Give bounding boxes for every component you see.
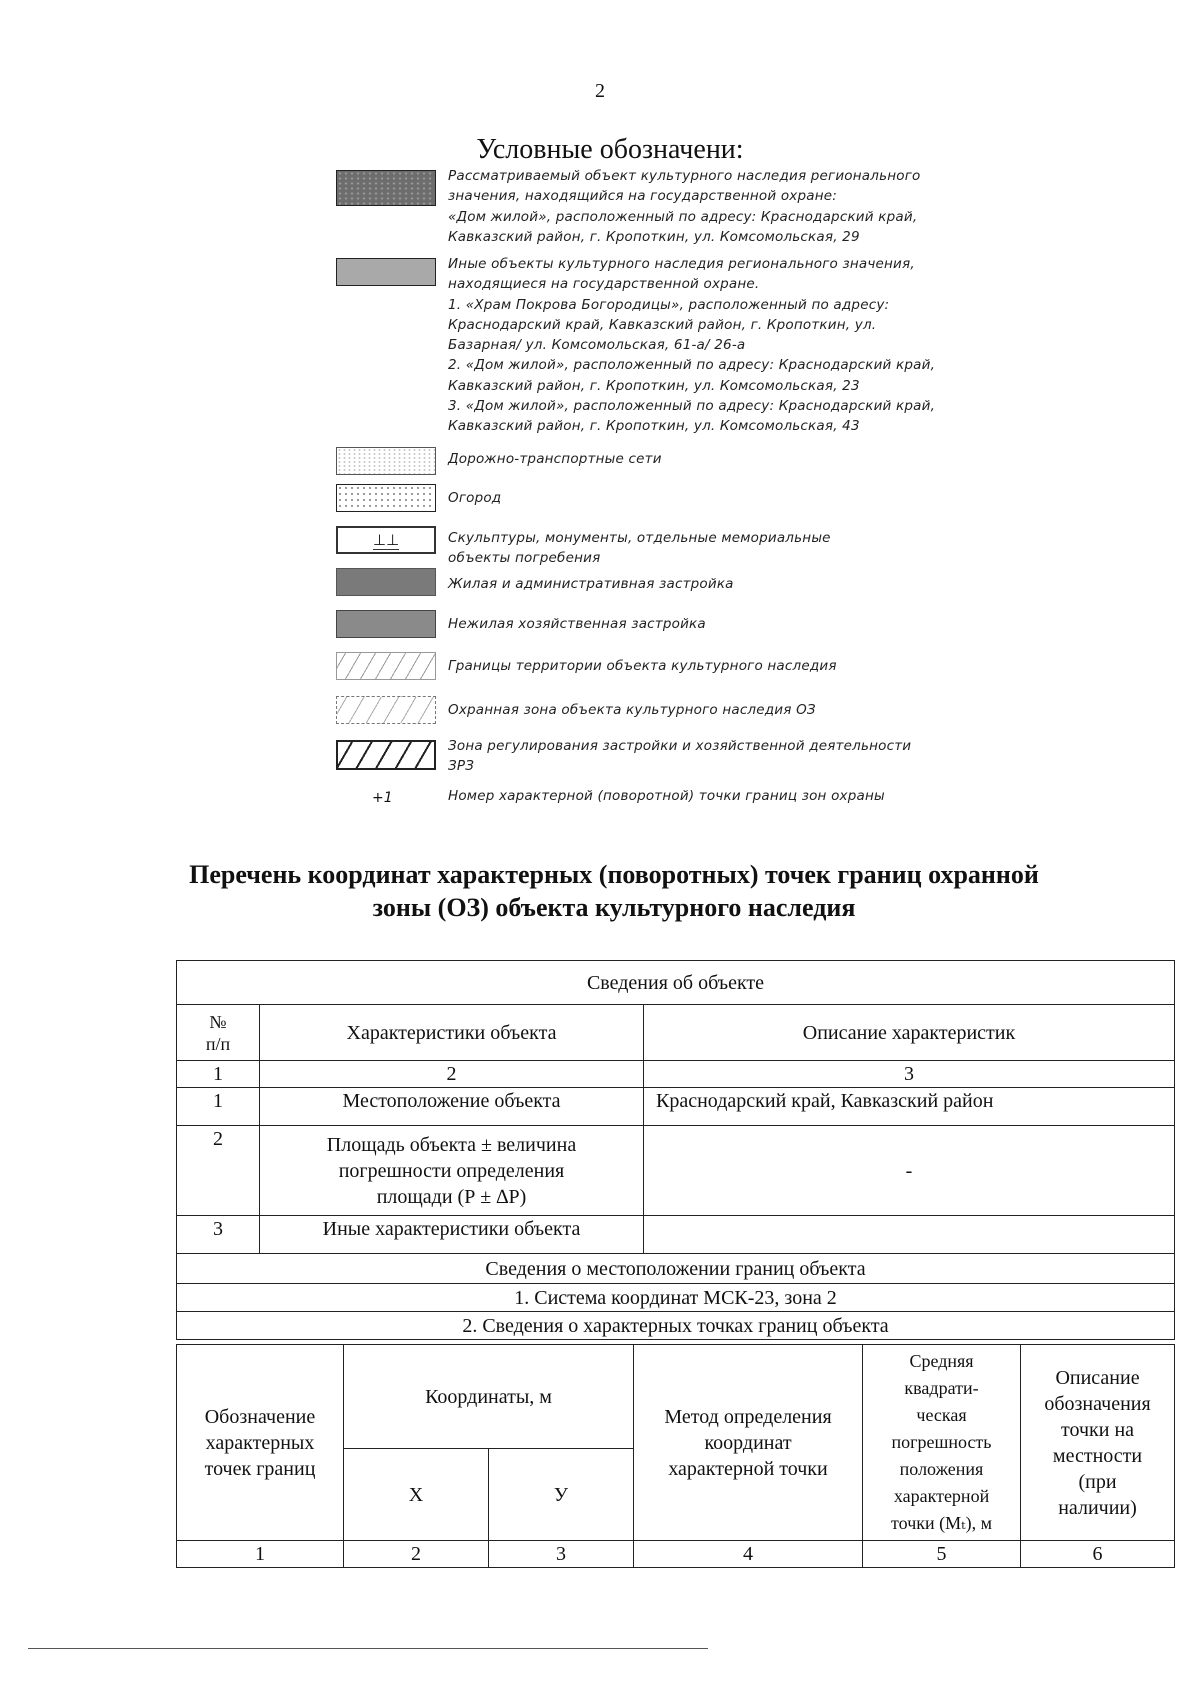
legend-item-text: Охранная зона объекта культурного наследия ОЗ — [448, 702, 816, 718]
header-designation: Обозначение характерных точек границ — [177, 1345, 344, 1541]
row-number: 3 — [177, 1216, 260, 1254]
legend-item-text: Огород — [448, 490, 502, 506]
legend-item-text: Номер характерной (поворотной) точки границ зон охраны — [448, 788, 885, 804]
header-y: У — [489, 1449, 634, 1541]
row-desc — [644, 1216, 1175, 1254]
page-number: 2 — [595, 80, 605, 102]
table-row — [177, 1126, 1175, 1216]
legend-item-text: Зона регулирования застройки и хозяйственной деятельности ЗРЗ — [448, 738, 912, 775]
dark-fill-swatch-icon — [336, 610, 436, 638]
row-name: Местоположение объекта — [260, 1088, 644, 1126]
object-info-table — [176, 960, 1175, 1340]
row-name: Площадь объекта ± величина погрешности определения площади (Р ± ∆Р) — [260, 1126, 644, 1216]
header-number: № п/п — [177, 1005, 260, 1061]
legend-item-text: Иные объекты культурного наследия регионального значения, находящиеся на государственной охране. 1. «Храм Покрова Богородицы», расположенный по адресу: Краснодарский край, Кавказский район, г. Кропоткин, ул. Базарная/ ул. Комсомольская, 61-а/ 26-а 2. «Дом жилой», расположенный по адресу: Краснодарский край, Кавказский район, г. Кропоткин, ул. Комсомольская, 23 3. «Дом жилой», расположенный по адресу: Краснодарский край, Кавказский район, г. Кропоткин, ул. Комсомольская, 43 — [448, 256, 936, 435]
numbering-cell: 5 — [863, 1541, 1021, 1568]
row-desc: Краснодарский край, Кавказский район — [644, 1088, 1175, 1126]
numbering-cell: 4 — [634, 1541, 863, 1568]
legend-item-text: Границы территории объекта культурного наследия — [448, 658, 837, 674]
dotted-swatch-icon — [336, 484, 436, 512]
points-table — [176, 1344, 1175, 1568]
section-heading: Перечень координат характерных (поворотных) точек границ охранной зоны (ОЗ) объекта культурного наследия — [189, 860, 1039, 922]
coord-system: 1. Система координат МСК-23, зона 2 — [177, 1284, 1175, 1312]
legend-item-text: Дорожно-транспортные сети — [448, 451, 662, 467]
numbering-cell: 3 — [489, 1541, 634, 1568]
dashed-hatch-swatch-icon — [336, 696, 436, 724]
gray-swatch-icon — [336, 258, 436, 286]
legend-item-text: Жилая и административная застройка — [448, 576, 734, 592]
legend-item-text: Рассматриваемый объект культурного наследия регионального значения, находящийся на государственной охране: «Дом жилой», расположенный по адресу: Краснодарский край, Кавказский район, г. Кропоткин, ул. Комсомольская, 29 — [448, 168, 921, 245]
legend-item-text: Нежилая хозяйственная застройка — [448, 616, 706, 632]
legend-title: Условные обозначени: — [476, 134, 744, 165]
table-row — [177, 1216, 1175, 1254]
legend-item-text: Скульптуры, монументы, отдельные мемориальные объекты погребения — [448, 530, 831, 567]
hatched-dark-swatch-icon — [336, 170, 436, 206]
numbering-cell: 2 — [260, 1061, 644, 1088]
monument-symbol: ⊥⊥ — [372, 531, 400, 549]
dotted-swatch-icon — [336, 447, 436, 475]
header-coordinates: Координаты, м — [344, 1345, 634, 1449]
dark-fill-swatch-icon — [336, 568, 436, 596]
numbering-cell: 3 — [644, 1061, 1175, 1088]
object-info-title: Сведения об объекте — [177, 961, 1175, 1005]
numbering-cell: 6 — [1021, 1541, 1175, 1568]
row-name: Иные характеристики объекта — [260, 1216, 644, 1254]
header-point-description: Описание обозначения точки на местности (при наличии) — [1021, 1345, 1175, 1541]
table-row — [177, 1088, 1175, 1126]
points-title: 2. Сведения о характерных точках границ объекта — [177, 1312, 1175, 1340]
header-error: Средняя квадрати- ческая погрешность положения характерной точки (Mₜ), м — [863, 1345, 1021, 1541]
row-desc: - — [644, 1126, 1175, 1216]
numbering-cell: 1 — [177, 1541, 344, 1568]
numbering-cell: 2 — [344, 1541, 489, 1568]
bottom-divider — [28, 1648, 708, 1649]
bold-hatch-swatch-icon — [336, 740, 436, 770]
header-description: Описание характеристик — [644, 1005, 1175, 1061]
header-characteristics: Характеристики объекта — [260, 1005, 644, 1061]
numbering-cell: 1 — [177, 1061, 260, 1088]
location-title: Сведения о местоположении границ объекта — [177, 1254, 1175, 1284]
monument-swatch-icon — [336, 526, 436, 554]
light-hatch-swatch-icon — [336, 652, 436, 680]
row-number: 1 — [177, 1088, 260, 1126]
header-method: Метод определения координат характерной точки — [634, 1345, 863, 1541]
point-mark-icon: +1 — [372, 790, 393, 806]
row-number: 2 — [177, 1126, 260, 1216]
header-x: Х — [344, 1449, 489, 1541]
